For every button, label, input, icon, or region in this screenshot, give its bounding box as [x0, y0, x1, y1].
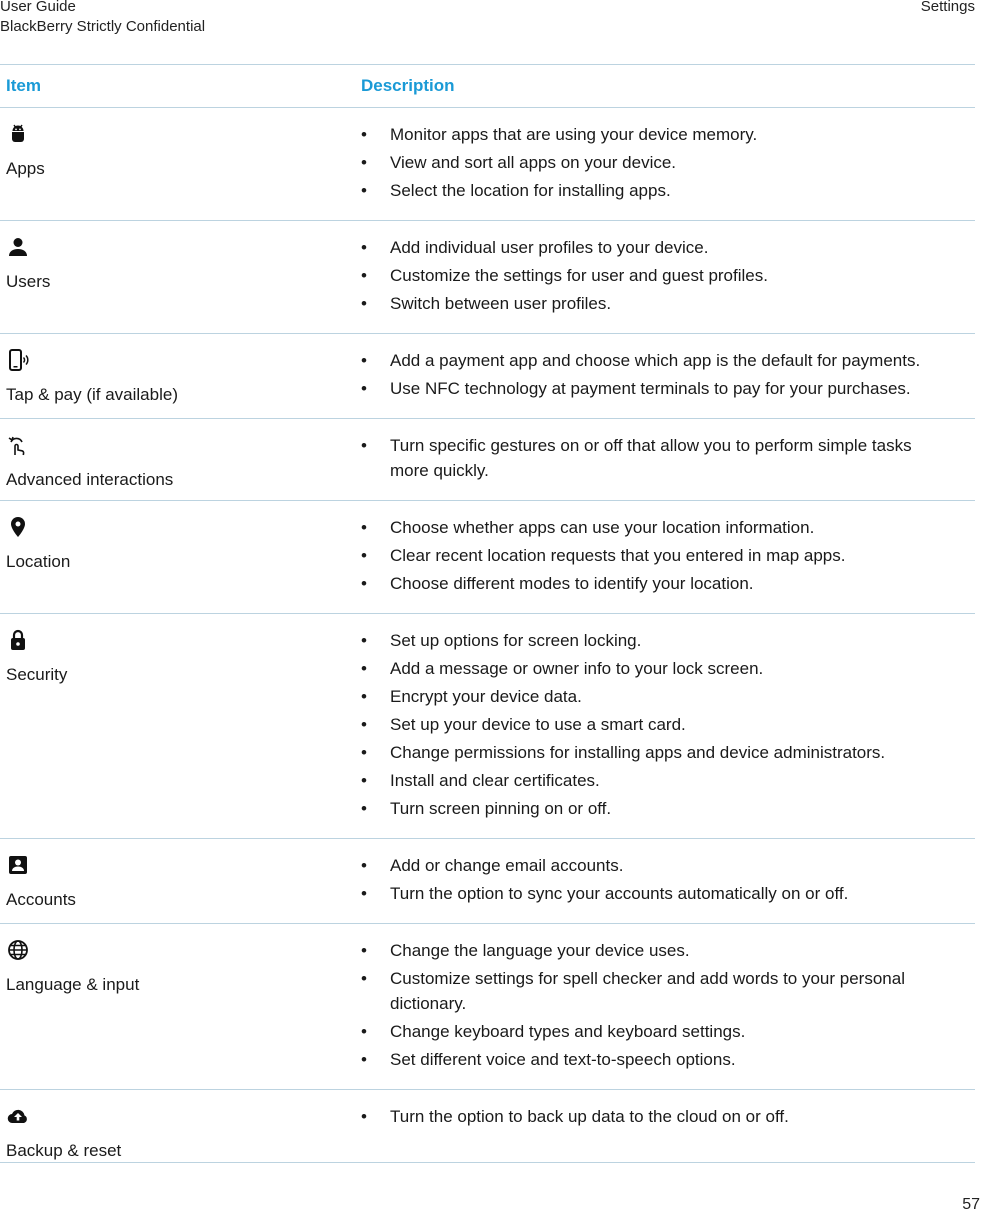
- item-label: Accounts: [6, 890, 76, 909]
- table-row: [0, 839, 975, 924]
- item-cell: [0, 1090, 361, 1163]
- list-item: • Customize the settings for user and guest profiles.: [361, 263, 955, 288]
- column-header-description: Description: [361, 65, 975, 108]
- cloud-upload-icon: [6, 1104, 30, 1128]
- list-item: • Turn the option to back up data to the cloud on or off.: [361, 1104, 955, 1129]
- list-item: • Add a message or owner info to your lock screen.: [361, 656, 955, 681]
- description-list: [361, 515, 955, 596]
- list-item: • Choose whether apps can use your location information.: [361, 515, 955, 540]
- gesture-icon: [6, 433, 30, 457]
- table-row: [0, 924, 975, 1090]
- description-list: [361, 235, 955, 316]
- description-cell: [361, 924, 975, 1090]
- person-icon: [6, 235, 30, 259]
- item-label: Security: [6, 665, 68, 684]
- list-item: • Select the location for installing apps.: [361, 178, 955, 203]
- list-item: • Add a payment app and choose which app is the default for payments.: [361, 348, 955, 373]
- settings-table: [0, 64, 975, 1163]
- list-item: • Set up your device to use a smart card.: [361, 712, 955, 737]
- description-cell: [361, 614, 975, 839]
- table-header-row: [0, 65, 975, 108]
- list-item: • Turn the option to sync your accounts automatically on or off.: [361, 881, 955, 906]
- description-list: [361, 853, 955, 906]
- description-cell: [361, 221, 975, 334]
- description-list: [361, 938, 955, 1072]
- item-label: Advanced interactions: [6, 470, 174, 489]
- confidential-label: BlackBerry Strictly Confidential: [0, 18, 206, 35]
- table-row: [0, 1090, 975, 1163]
- item-cell: [0, 839, 361, 924]
- description-cell: [361, 334, 975, 419]
- guide-title: User Guide: [0, 0, 76, 15]
- description-list: [361, 433, 955, 483]
- android-icon: [6, 122, 30, 146]
- description-list: [361, 1104, 955, 1129]
- item-cell: [0, 334, 361, 419]
- globe-icon: [6, 938, 30, 962]
- description-list: [361, 348, 955, 401]
- description-cell: [361, 839, 975, 924]
- list-item: • Turn screen pinning on or off.: [361, 796, 955, 821]
- item-label: Location: [6, 552, 71, 571]
- description-cell: [361, 501, 975, 614]
- description-cell: [361, 1090, 975, 1163]
- description-list: [361, 628, 955, 821]
- item-cell: [0, 924, 361, 1090]
- item-cell: [0, 108, 361, 221]
- table-row: [0, 614, 975, 839]
- list-item: • Switch between user profiles.: [361, 291, 955, 316]
- item-label: Users: [6, 272, 51, 291]
- list-item: • Change permissions for installing apps and device administrators.: [361, 740, 955, 765]
- list-item: • Change keyboard types and keyboard settings.: [361, 1019, 955, 1044]
- list-item: • Customize settings for spell checker and add words to your personal dictionary.: [361, 966, 955, 1016]
- list-item: • Encrypt your device data.: [361, 684, 955, 709]
- list-item: • Clear recent location requests that you entered in map apps.: [361, 543, 955, 568]
- account-box-icon: [6, 853, 30, 877]
- item-label: Backup & reset: [6, 1141, 122, 1160]
- item-cell: [0, 614, 361, 839]
- list-item: • Turn specific gestures on or off that allow you to perform simple tasks more quickly.: [361, 433, 955, 483]
- table-row: [0, 108, 975, 221]
- description-cell: [361, 419, 975, 501]
- table-row: [0, 221, 975, 334]
- description-cell: [361, 108, 975, 221]
- list-item: • Add or change email accounts.: [361, 853, 955, 878]
- list-item: • Use NFC technology at payment terminals to pay for your purchases.: [361, 376, 955, 401]
- page-number: 57: [962, 1196, 980, 1213]
- section-title: Settings: [920, 0, 975, 15]
- table-row: [0, 419, 975, 501]
- list-item: • Add individual user profiles to your device.: [361, 235, 955, 260]
- item-cell: [0, 501, 361, 614]
- item-cell: [0, 221, 361, 334]
- column-header-item: Item: [0, 65, 361, 108]
- list-item: • Monitor apps that are using your device memory.: [361, 122, 955, 147]
- lock-icon: [6, 628, 30, 652]
- list-item: • Choose different modes to identify your location.: [361, 571, 955, 596]
- list-item: • Change the language your device uses.: [361, 938, 955, 963]
- list-item: • View and sort all apps on your device.: [361, 150, 955, 175]
- list-item: • Set different voice and text-to-speech options.: [361, 1047, 955, 1072]
- table-row: [0, 334, 975, 419]
- tap-pay-icon: [6, 348, 30, 372]
- item-cell: [0, 419, 361, 501]
- item-label: Language & input: [6, 975, 140, 994]
- location-pin-icon: [6, 515, 30, 539]
- list-item: • Set up options for screen locking.: [361, 628, 955, 653]
- description-list: [361, 122, 955, 203]
- list-item: • Install and clear certificates.: [361, 768, 955, 793]
- page-header-left: [0, 0, 205, 37]
- table-row: [0, 501, 975, 614]
- item-label: Tap & pay (if available): [6, 385, 178, 404]
- item-label: Apps: [6, 159, 45, 178]
